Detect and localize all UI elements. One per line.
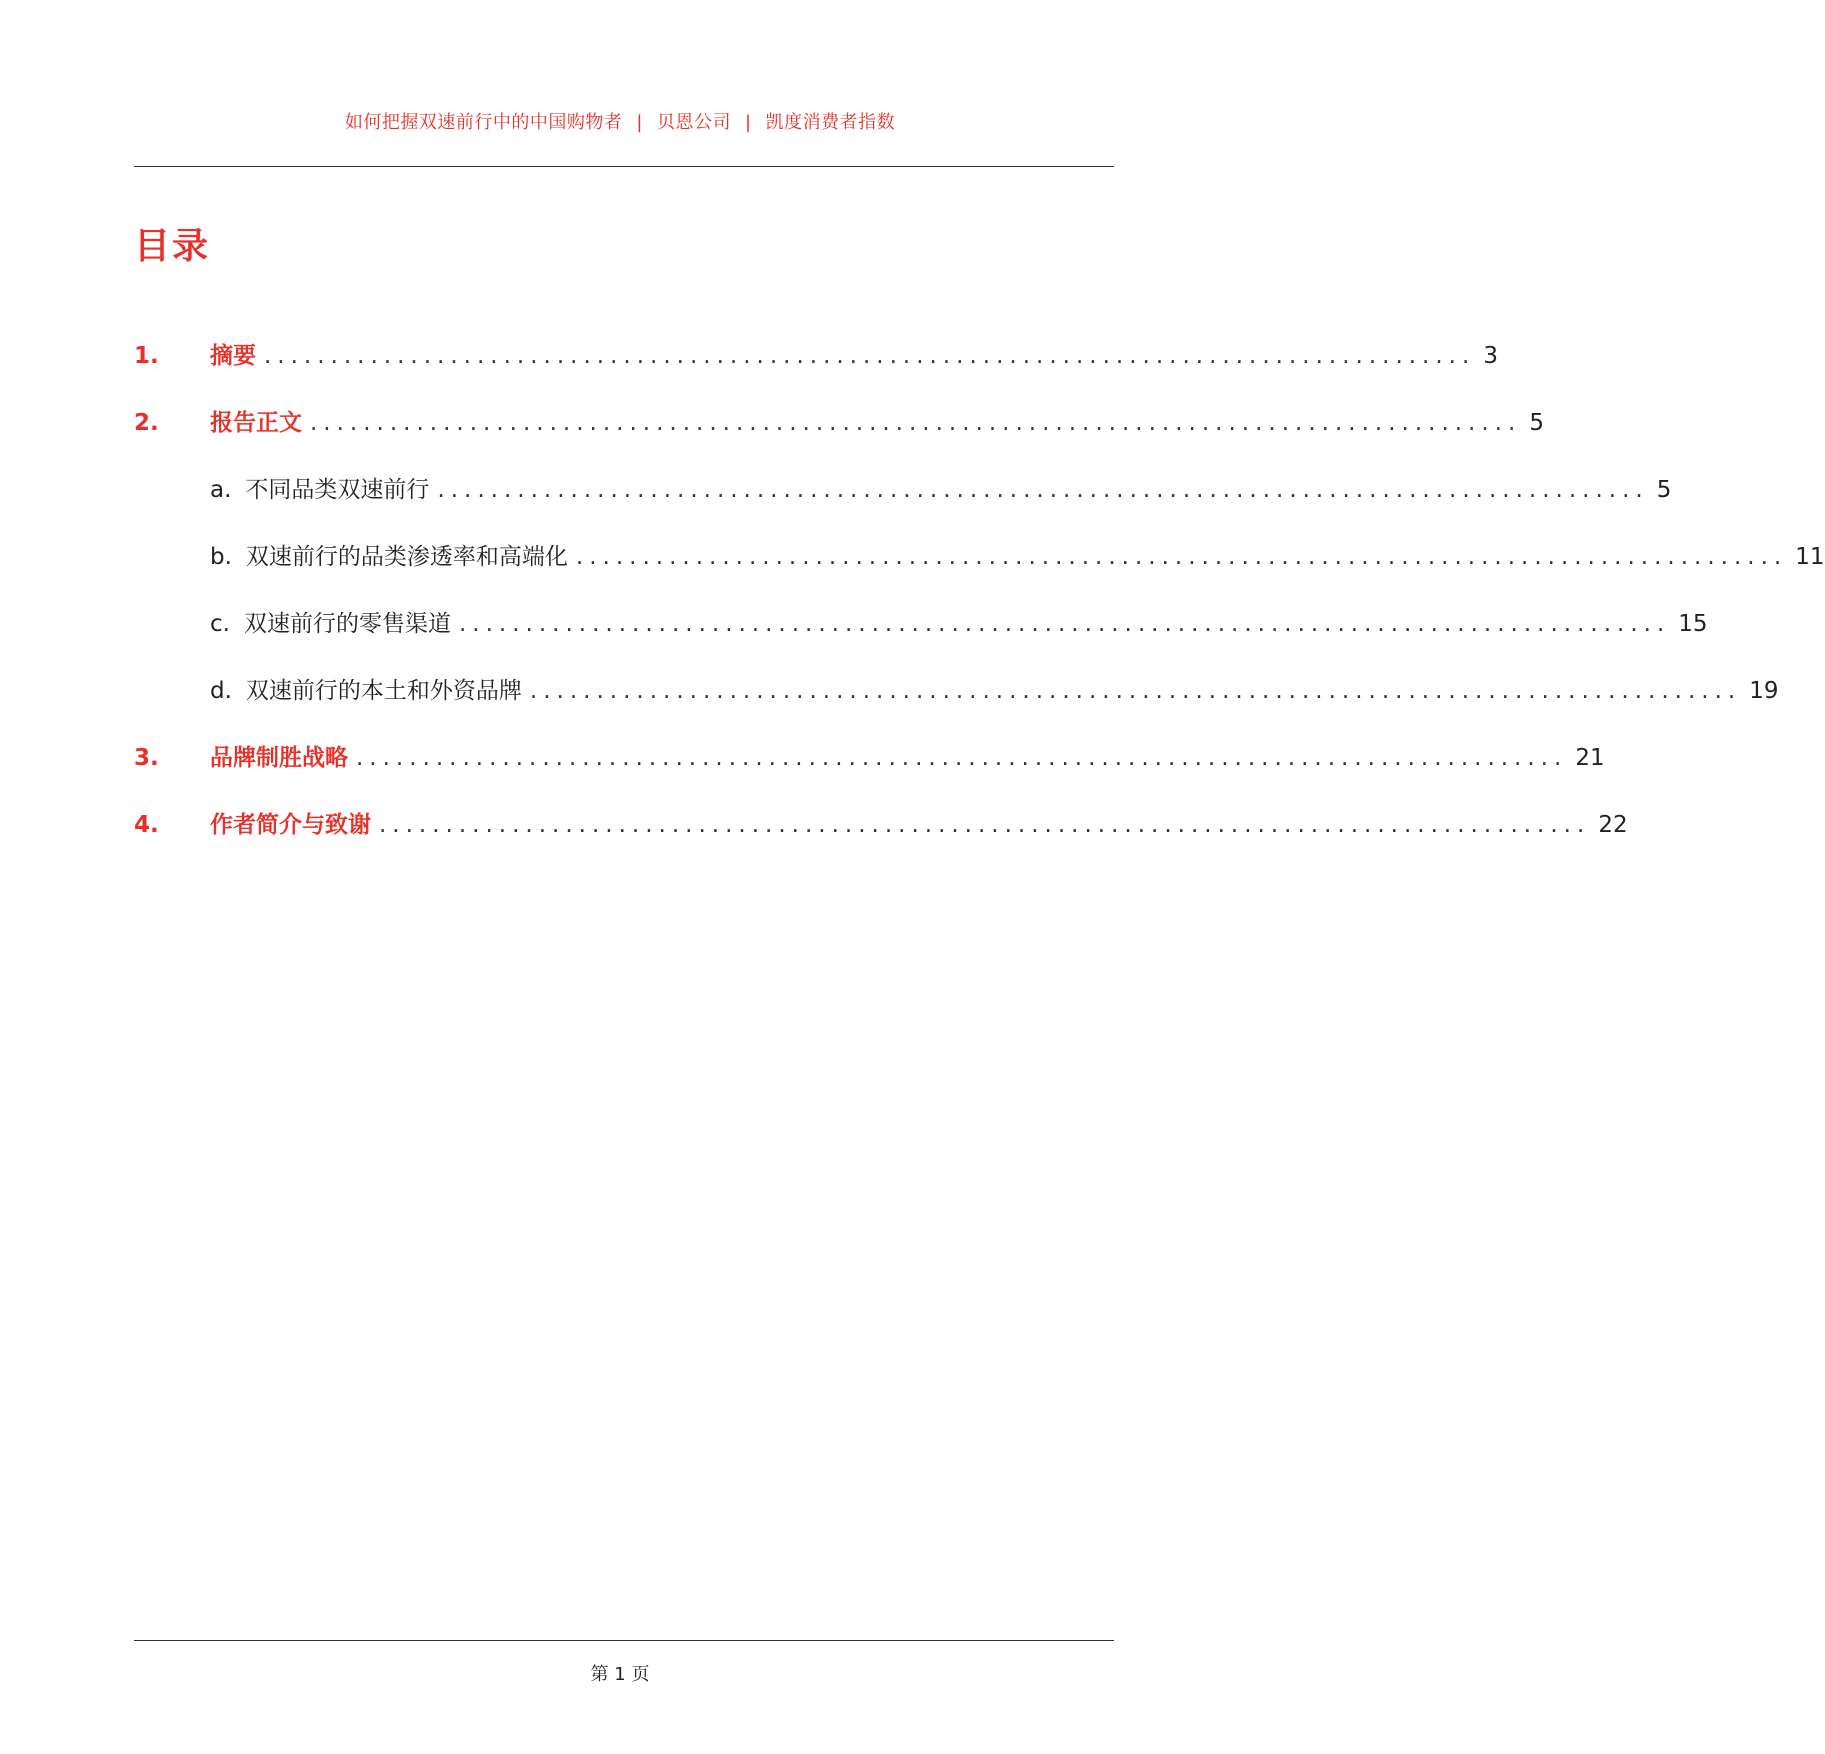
header-report-title: 如何把握双速前行中的中国购物者 [344,112,623,133]
toc-leader-dots: ........................................................................................... [575,544,1788,570]
toc-entry-page: 3 [1483,343,1498,369]
toc-leader-dots: ........................................................................................... [356,745,1568,771]
toc-leader-dots: ........................................................................................... [264,343,1476,369]
toc-entry-authors[interactable] [134,807,1628,874]
toc-subentry-text: 不同品类双速前行 [245,477,430,503]
toc-entry-label: 作者简介与致谢 [210,812,371,838]
toc-subentry-text: 双速前行的本土和外资品牌 [245,678,522,704]
toc-subentry-letter: c. [210,611,230,637]
toc-entry-page: 22 [1598,812,1628,838]
header-company: 贝恩公司 [657,112,731,133]
toc-leader-dots: ........................................................................................... [458,611,1671,637]
toc-subentry-letter: d. [210,678,232,704]
toc-entry-page: 5 [1529,410,1544,436]
toc-entry-page: 15 [1678,611,1708,637]
toc-entry-summary[interactable] [134,338,1498,405]
toc-subentry-letter: b. [210,544,232,570]
toc-entry-number: 1. [134,343,159,369]
toc-leader-dots: ........................................................................................... [310,410,1522,436]
toc-entry-brand-strategy[interactable] [134,740,1605,807]
toc-entry-number: 4. [134,812,159,838]
toc-entry-label [210,606,451,642]
table-of-contents [134,338,1825,874]
header-divider [134,166,1114,167]
toc-subentry-a[interactable] [134,472,1672,539]
toc-subentry-letter: a. [210,477,232,503]
toc-leader-dots: ........................................................................................... [437,477,1649,503]
toc-entry-main-body[interactable] [134,405,1544,472]
toc-entry-page: 5 [1656,477,1672,503]
running-header [0,108,1240,134]
toc-leader-dots: ........................................................................................... [529,678,1742,704]
footer-divider [134,1640,1114,1641]
toc-entry-page: 11 [1795,544,1825,570]
header-separator: | [636,112,643,133]
toc-subentry-d[interactable] [134,673,1779,740]
toc-entry-page: 19 [1749,678,1779,704]
toc-entry-number: 3. [134,745,159,771]
toc-entry-label: 品牌制胜战略 [210,745,348,771]
toc-entry-label: 报告正文 [210,410,302,436]
toc-title: 目录 [134,226,211,267]
toc-subentry-c[interactable] [134,606,1708,673]
toc-leader-dots: ........................................................................................... [379,812,1591,838]
header-separator: | [745,112,752,133]
toc-entry-label: 摘要 [210,343,256,369]
page-number: 第 1 页 [590,1664,650,1685]
toc-subentry-b[interactable] [134,539,1825,606]
toc-subentry-text: 双速前行的零售渠道 [243,611,451,637]
toc-entry-label [210,472,429,508]
toc-subentry-text: 双速前行的品类渗透率和高端化 [245,544,568,570]
header-partner: 凯度消费者指数 [765,112,896,133]
toc-entry-label [210,539,568,575]
toc-entry-label [210,673,522,709]
toc-entry-number: 2. [134,410,159,436]
toc-entry-page: 21 [1575,745,1605,771]
